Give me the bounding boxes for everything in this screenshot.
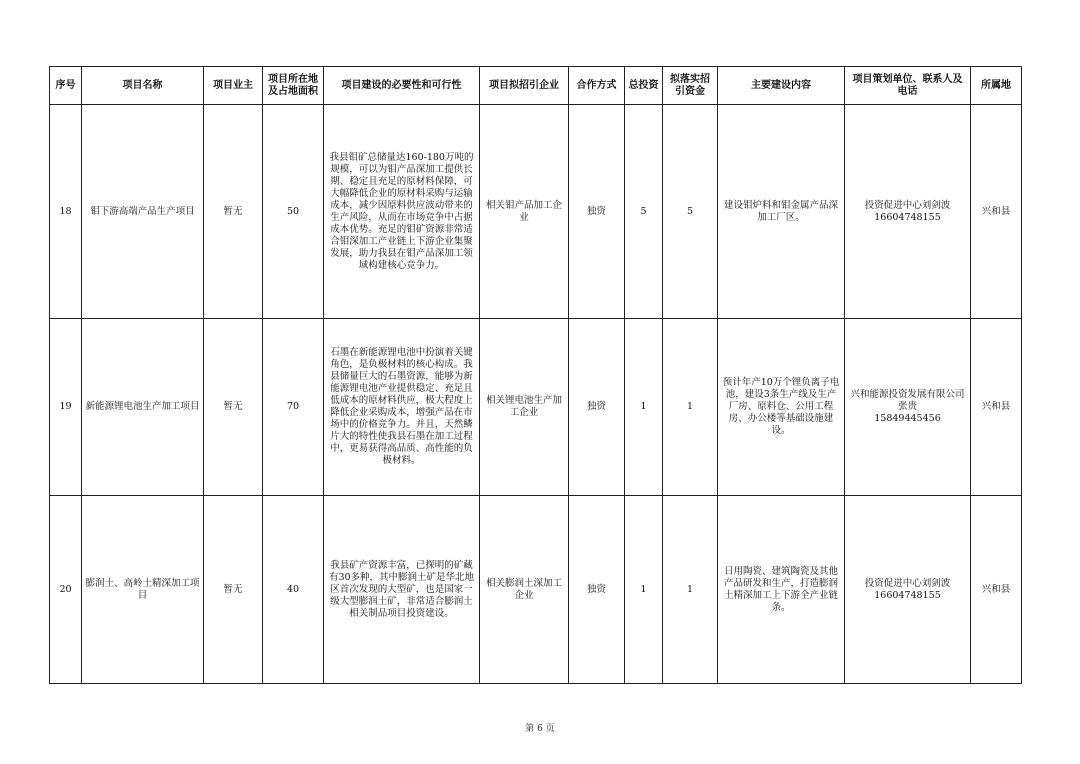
cell-owner: 暂无 (204, 319, 263, 496)
cell-funds: 1 (663, 319, 718, 496)
cell-contact: 兴和能源投资发展有限公司 张贵 15849445456 (845, 319, 971, 496)
cell-total: 5 (625, 105, 663, 319)
cell-area: 50 (263, 105, 324, 319)
cell-target: 相关膨润土深加工企业 (480, 496, 569, 684)
cell-seq: 18 (50, 105, 82, 319)
table-row (50, 319, 1022, 496)
cell-funds: 1 (663, 496, 718, 684)
header-region: 所属地 (971, 67, 1022, 105)
cell-necessity: 石墨在新能源锂电池中扮演着关键角色，是负极材料的核心构成。我县储量巨大的石墨资源，能够为新能源锂电池产业提供稳定、充足且低成本的原材料供应，极大程度上降低企业采购成本，增强产品在市场中的价格竞争力。并且，天然鳞片大的特性使我县石墨在加工过程中，更易获得高品质、高性能的负极材料。 (324, 319, 480, 496)
header-area: 项目所在地 及占地面积 (263, 67, 324, 105)
header-contact: 项目策划单位、联系人及 电话 (845, 67, 971, 105)
cell-region: 兴和县 (971, 105, 1022, 319)
cell-mode: 独资 (569, 105, 625, 319)
cell-name: 膨润土、高岭土精深加工项目 (82, 496, 204, 684)
header-necessity: 项目建设的必要性和可行性 (324, 67, 480, 105)
header-target: 项目拟招引企业 (480, 67, 569, 105)
cell-name: 新能源锂电池生产加工项目 (82, 319, 204, 496)
cell-region: 兴和县 (971, 319, 1022, 496)
project-table (49, 66, 1022, 684)
cell-funds: 5 (663, 105, 718, 319)
table-row (50, 105, 1022, 319)
cell-content: 日用陶瓷、建筑陶瓷及其他产品研发和生产，打造膨润土精深加工上下游全产业链条。 (718, 496, 845, 684)
cell-seq: 20 (50, 496, 82, 684)
cell-target: 相关钼产品加工企业 (480, 105, 569, 319)
cell-seq: 19 (50, 319, 82, 496)
header-content: 主要建设内容 (718, 67, 845, 105)
cell-mode: 独资 (569, 319, 625, 496)
cell-contact: 投资促进中心刘剑波 16604748155 (845, 105, 971, 319)
cell-total: 1 (625, 319, 663, 496)
header-total: 总投资 (625, 67, 663, 105)
header-funds: 拟落实招 引资金 (663, 67, 718, 105)
cell-area: 40 (263, 496, 324, 684)
cell-content: 预计年产10万个锂负离子电池，建设3条生产线及生产厂房、原料仓、公用工程房、办公楼等基础设施建设。 (718, 319, 845, 496)
cell-necessity: 我县钼矿总储量达160-180万吨的规模，可以为钼产品深加工提供长期、稳定且充足的原材料保障，可大幅降低企业的原材料采购与运输成本，减少因原料供应波动带来的生产风险，从而在市场竞争中占据成本优势。充足的钼矿资源非常适合钼深加工产业链上下游企业集聚发展，助力我县在钼产品深加工领域构建核心竞争力。 (324, 105, 480, 319)
cell-owner: 暂无 (204, 105, 263, 319)
cell-area: 70 (263, 319, 324, 496)
cell-name: 钼下游高端产品生产项目 (82, 105, 204, 319)
header-seq: 序号 (50, 67, 82, 105)
header-name: 项目名称 (82, 67, 204, 105)
cell-total: 1 (625, 496, 663, 684)
cell-contact: 投资促进中心刘剑波 16604748155 (845, 496, 971, 684)
header-row (50, 67, 1022, 105)
cell-owner: 暂无 (204, 496, 263, 684)
page-number: 第 6 页 (525, 724, 555, 734)
cell-target: 相关锂电池生产加工企业 (480, 319, 569, 496)
cell-necessity: 我县矿产资源丰富，已探明的矿藏有30多种，其中膨润土矿是华北地区首次发现的大型矿，也是国家一级大型膨润土矿，非常适合膨润土相关制品项目投资建设。 (324, 496, 480, 684)
header-mode: 合作方式 (569, 67, 625, 105)
cell-mode: 独资 (569, 496, 625, 684)
cell-content: 建设钼炉料和钼金属产品深加工厂区。 (718, 105, 845, 319)
header-owner: 项目业主 (204, 67, 263, 105)
table-row (50, 496, 1022, 684)
cell-region: 兴和县 (971, 496, 1022, 684)
